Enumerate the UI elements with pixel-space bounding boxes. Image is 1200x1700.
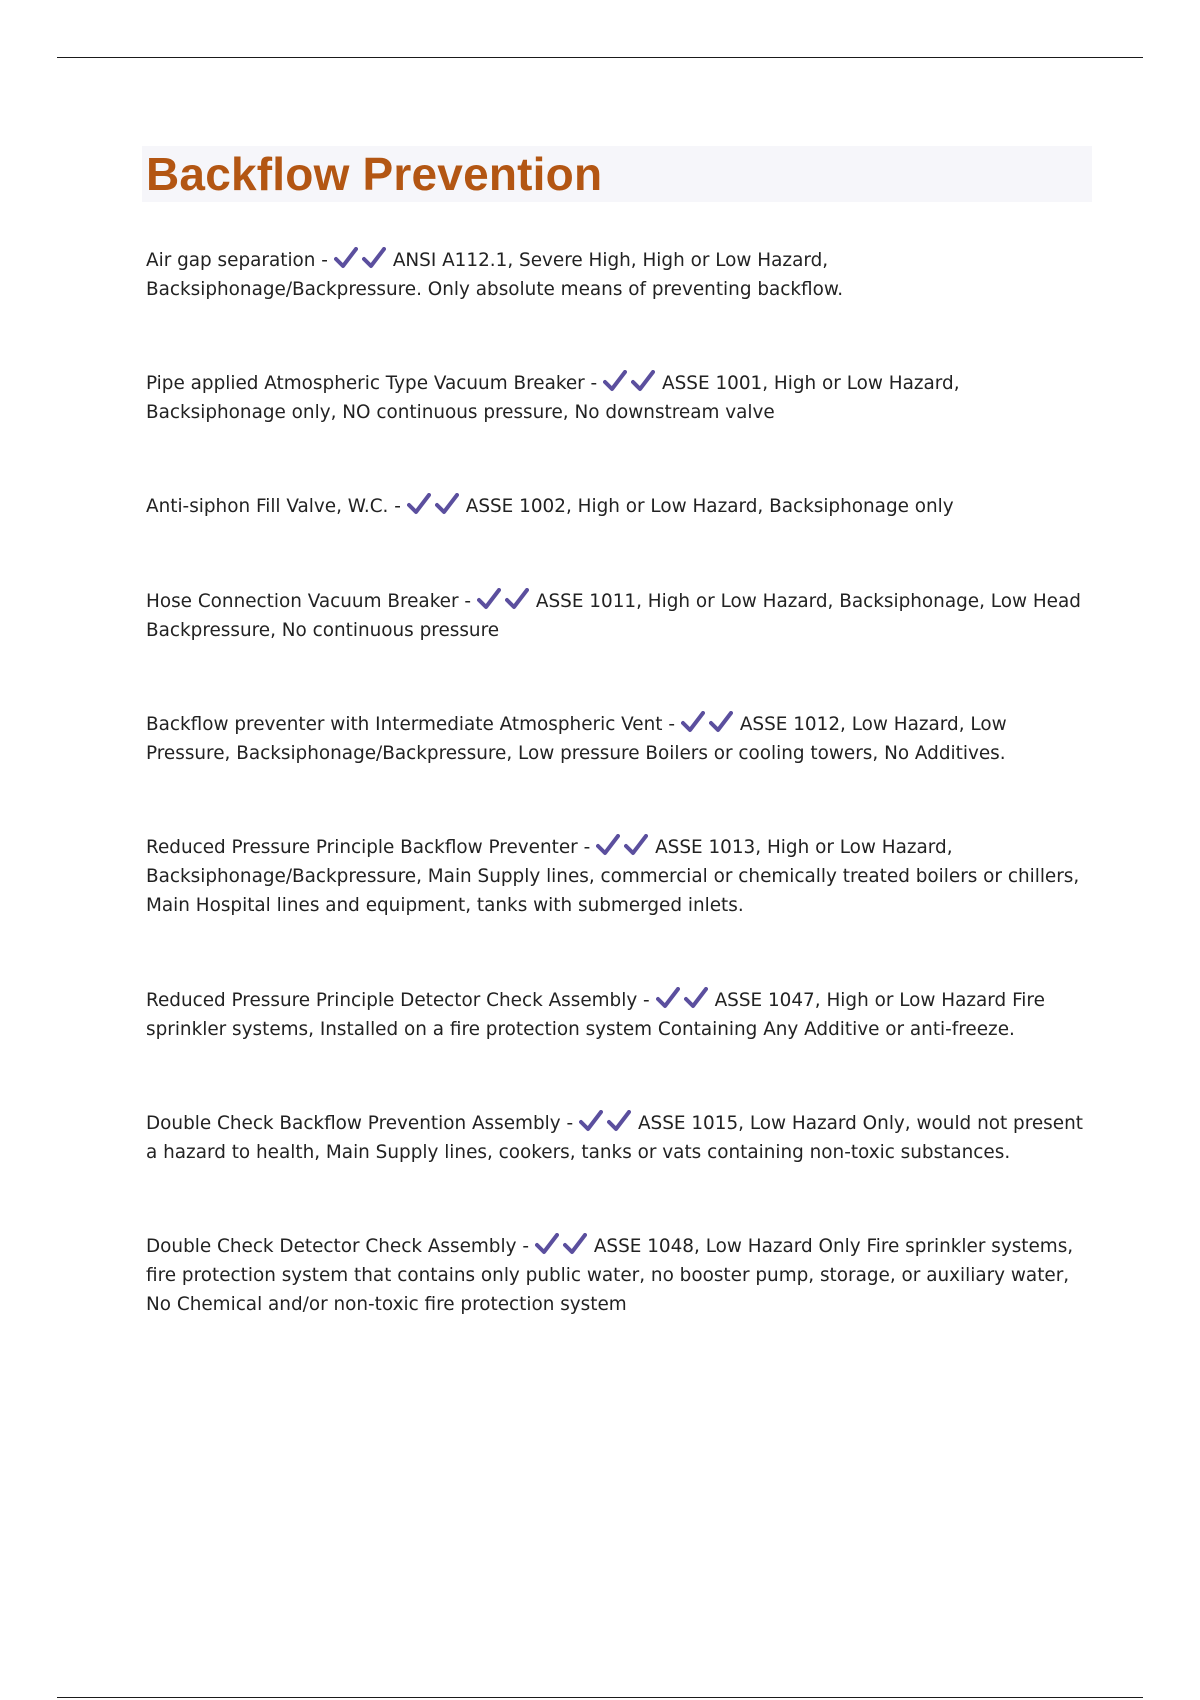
check-icon: [596, 834, 620, 856]
entry-definition: ASSE 1001, High or Low Hazard, Backsiphonage only, NO continuous pressure, No downstream valve: [146, 373, 960, 423]
check-icon: [435, 493, 459, 515]
entry-definition: ASSE 1012, Low Hazard, Low Pressure, Backsiphonage/Backpressure, Low pressure Boilers or cooling towers, No Additives.: [146, 714, 1007, 764]
double-check-icons: [596, 837, 652, 858]
check-icon: [563, 1233, 587, 1255]
entry-definition: ASSE 1011, High or Low Hazard, Backsiphonage, Low Head Backpressure, No continuous pressure: [146, 591, 1081, 641]
double-check-icons: [407, 496, 463, 517]
double-check-icons: [334, 250, 390, 271]
check-icon: [656, 987, 680, 1009]
entry-term: Double Check Backflow Prevention Assembly -: [146, 1113, 574, 1134]
entry-term: Hose Connection Vacuum Breaker -: [146, 591, 472, 612]
entry-reduced-pressure-backflow-preventer: [146, 833, 1086, 920]
double-check-icons: [477, 591, 533, 612]
entry-term: Pipe applied Atmospheric Type Vacuum Breaker -: [146, 373, 598, 394]
check-icon: [603, 370, 627, 392]
entry-term: Air gap separation -: [146, 250, 328, 271]
check-icon: [624, 834, 648, 856]
entry-definition: ASSE 1015, Low Hazard Only, would not present a hazard to health, Main Supply lines, cookers, tanks or vats containing non-toxic substances.: [146, 1113, 1083, 1163]
entry-reduced-pressure-detector-check: [146, 986, 1086, 1044]
entry-term: Reduced Pressure Principle Detector Check Assembly -: [146, 990, 650, 1011]
check-icon: [407, 493, 431, 515]
check-icon: [681, 711, 705, 733]
page-title: Backflow Prevention: [146, 148, 603, 200]
check-icon: [362, 247, 386, 269]
entry-air-gap: [146, 246, 1086, 304]
check-icon: [535, 1233, 559, 1255]
double-check-icons: [579, 1113, 635, 1134]
entry-term: Reduced Pressure Principle Backflow Preventer -: [146, 837, 591, 858]
double-check-icons: [656, 990, 712, 1011]
check-icon: [334, 247, 358, 269]
entry-definition: ASSE 1048, Low Hazard Only Fire sprinkler systems, fire protection system that contains only public water, no booster pump, storage, or auxiliary water, No Chemical and/or non-toxic fire protection system: [146, 1236, 1074, 1315]
entry-term: Anti-siphon Fill Valve, W.C. -: [146, 496, 401, 517]
double-check-icons: [681, 714, 737, 735]
entry-definition: ASSE 1002, High or Low Hazard, Backsiphonage only: [465, 496, 954, 517]
check-icon: [709, 711, 733, 733]
entry-anti-siphon-fill-valve: [146, 492, 1086, 521]
double-check-icons: [603, 373, 659, 394]
entry-atmospheric-vacuum-breaker: [146, 369, 1086, 427]
check-icon: [684, 987, 708, 1009]
entry-definition: ASSE 1047, High or Low Hazard Fire sprinkler systems, Installed on a fire protection system Containing Any Additive or anti-freeze.: [146, 990, 1045, 1040]
check-icon: [579, 1110, 603, 1132]
double-check-icons: [535, 1236, 591, 1257]
check-icon: [477, 588, 501, 610]
entry-definition: ANSI A112.1, Severe High, High or Low Hazard, Backsiphonage/Backpressure. Only absolute means of preventing backflow.: [146, 250, 844, 300]
check-icon: [631, 370, 655, 392]
entry-double-check-backflow-assembly: [146, 1109, 1086, 1167]
entry-term: Double Check Detector Check Assembly -: [146, 1236, 529, 1257]
entry-term: Backflow preventer with Intermediate Atmospheric Vent -: [146, 714, 675, 735]
bottom-rule: [57, 1697, 1143, 1698]
check-icon: [607, 1110, 631, 1132]
top-rule: [57, 57, 1143, 58]
entry-definition: ASSE 1013, High or Low Hazard, Backsiphonage/Backpressure, Main Supply lines, commercial or chemically treated boilers or chillers, Main Hospital lines and equipment, tanks with submerged inlets.: [146, 837, 1080, 916]
entry-hose-connection-vacuum-breaker: [146, 587, 1086, 645]
check-icon: [505, 588, 529, 610]
entry-double-check-detector-assembly: [146, 1232, 1086, 1319]
entry-intermediate-atmospheric-vent: [146, 710, 1086, 768]
